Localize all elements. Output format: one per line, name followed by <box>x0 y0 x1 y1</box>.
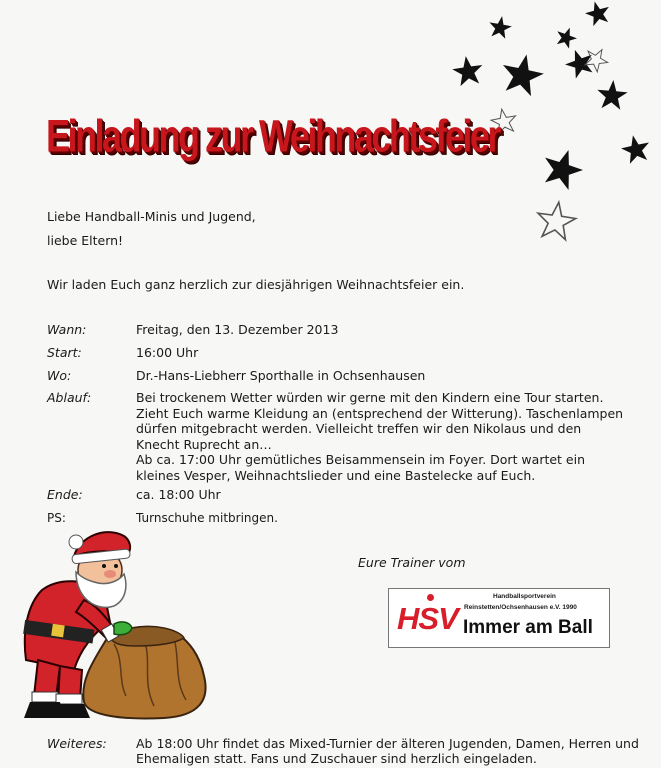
page-title: Einladung zur Weihnachtsfeier <box>46 110 499 162</box>
star-icon <box>553 24 579 50</box>
wann-value: Freitag, den 13. Dezember 2013 <box>136 322 339 337</box>
star-icon <box>487 14 513 39</box>
ablauf-line: Ab ca. 17:00 Uhr gemütliches Beisammensein im Foyer. Dort wartet ein <box>136 452 586 467</box>
santa-claus-illustration <box>14 520 214 725</box>
ende-label: Ende: <box>47 487 83 502</box>
ablauf-line: dürfen mitgebracht werden. Vielleicht treffen wir den Nikolaus und den <box>136 421 582 436</box>
star-icon <box>498 50 547 98</box>
ablauf-label: Ablauf: <box>47 390 92 405</box>
ps-label: PS: <box>47 511 66 525</box>
hsv-logo <box>388 588 610 648</box>
ablauf-text <box>136 390 636 483</box>
weiteres-line-2: Ehemaligen statt. Fans und Zuschauer sind herzlich eingeladen. <box>136 751 537 766</box>
star-icon <box>596 79 629 110</box>
star-outline-icon <box>535 200 578 241</box>
ball-icon <box>427 594 434 601</box>
greeting-line-1: Liebe Handball-Minis und Jugend, <box>47 209 256 224</box>
logo-brand: HSV <box>397 601 458 636</box>
star-icon <box>561 45 597 80</box>
star-icon <box>583 0 613 27</box>
glove-icon <box>114 622 132 635</box>
star-icon <box>451 54 485 87</box>
ablauf-line: kleines Vesper, Weihnachtslieder und eine Bastelecke auf Euch. <box>136 467 536 483</box>
wo-value: Dr.-Hans-Liebherr Sporthalle in Ochsenhausen <box>136 368 426 383</box>
ablauf-line: Knecht Ruprecht an… <box>136 436 272 452</box>
logo-line-1: Handballsportverein <box>493 593 556 600</box>
greeting-line-2: liebe Eltern! <box>47 233 124 248</box>
intro-text: Wir laden Euch ganz herzlich zur diesjährigen Weihnachtsfeier ein. <box>47 277 465 292</box>
star-icon <box>538 144 588 192</box>
weiteres-line-1: Ab 18:00 Uhr findet das Mixed-Turnier der älteren Jugenden, Damen, Herren und <box>136 736 639 751</box>
start-label: Start: <box>47 345 82 360</box>
weiteres-text <box>136 736 656 766</box>
signature: Eure Trainer vom <box>358 555 466 570</box>
wo-label: Wo: <box>47 368 72 383</box>
weiteres-label: Weiteres: <box>47 736 107 751</box>
ps-value: Turnschuhe mitbringen. <box>136 511 278 525</box>
logo-line-2: Reinstetten/Ochsenhausen e.V. 1990 <box>464 604 577 611</box>
star-icon <box>619 132 653 164</box>
ende-value: ca. 18:00 Uhr <box>136 487 221 502</box>
start-value: 16:00 Uhr <box>136 345 199 360</box>
wann-label: Wann: <box>47 322 87 337</box>
ablauf-line: Bei trockenem Wetter würden wir gerne mit den Kindern eine Tour starten. <box>136 390 604 405</box>
ablauf-line: Zieht Euch warme Kleidung an (entsprechend der Witterung). Taschenlampen <box>136 405 624 421</box>
logo-slogan: Immer am Ball <box>463 617 593 638</box>
